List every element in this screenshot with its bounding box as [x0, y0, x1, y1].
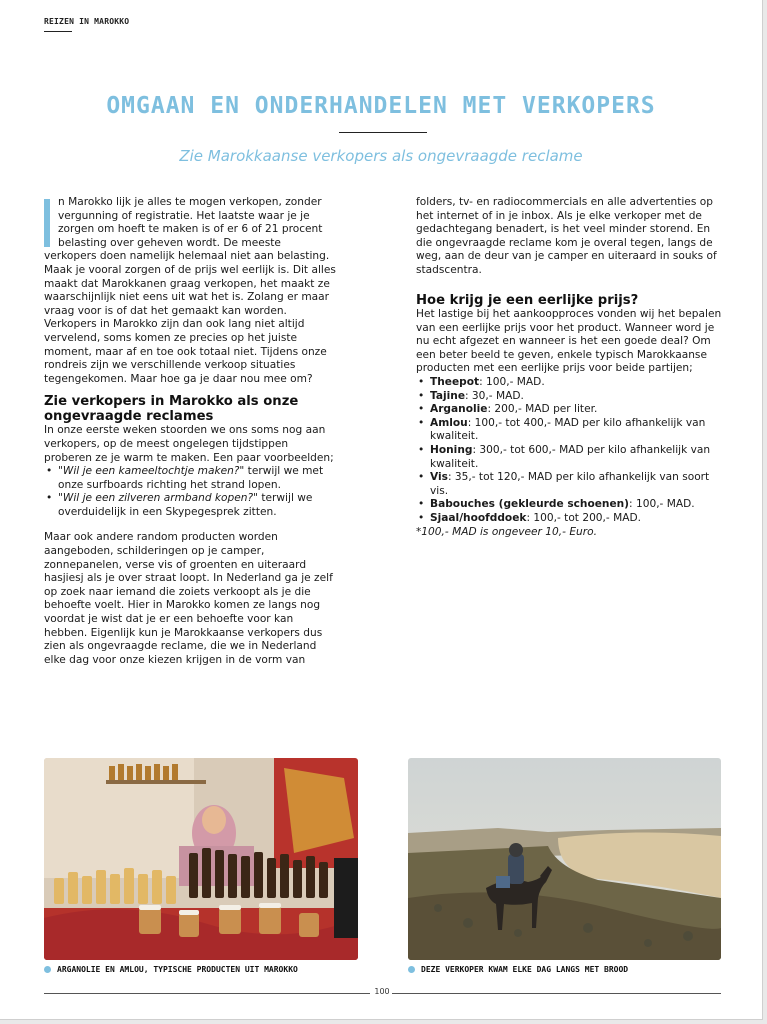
- photo-argan-stall: [44, 758, 358, 960]
- list-item: [416, 471, 722, 498]
- list-item: [44, 492, 336, 519]
- footer-rule-left: [44, 993, 370, 994]
- example-quote: "Wil je een kameeltochtje maken?": [58, 465, 245, 478]
- left-column: [44, 196, 336, 667]
- list-item: [416, 444, 722, 471]
- list-item: [416, 376, 722, 390]
- example-text: terwijl we met onze surfboards richting het strand lopen.: [58, 465, 324, 491]
- list-item: [416, 403, 722, 417]
- paragraph-advertising: folders, tv- en radiocommercials en alle advertenties op het internet of in je inbox. Als je elke verkoper met de gedachtegang benadert, is het veel minder storend. En die ongevraagde reclame kom je overal tegen, langs de weg, aan de deur van je camper en uiteraard in souks of stadscentra.: [416, 196, 717, 276]
- paragraph-examples-intro: In onze eerste weken stoorden we ons soms nog aan verkopers, op de meest ongelegen tijdstippen proberen ze je warm te maken. Een paar voorbeelden;: [44, 424, 334, 464]
- price-item: Tajine: [430, 389, 465, 402]
- footer-rule-right: [392, 993, 721, 994]
- price-value: : 35,- tot 120,- MAD per kilo afhankelijk van soort vis.: [430, 471, 710, 497]
- list-item: [416, 417, 722, 444]
- section-label: REIZEN IN MAROKKO: [44, 17, 130, 26]
- paragraph-random-products: Maar ook andere random producten worden aangeboden, schilderingen op je camper, zonnepanelen, verse vis of groenten en uiteraard hasjiesj als je over straat loopt. In Nederland ga je zelf op zoek naar iemand die zoiets verkoopt als je die behoefte voelt. Hier in Marokko komen ze langs nog voordat je wist dat je er een behoefte voor kan hebben. Eigenlijk kun je Marokkaanse verkopers dus zien als ongevraagde reclame, die we in Nederland elke dag voor onze kiezen krijgen in de vorm van: [44, 531, 333, 666]
- example-quote: "Wil je een zilveren armband kopen?": [58, 492, 258, 505]
- caption-text: ARGANOLIE EN AMLOU, TYPISCHE PRODUCTEN UIT MAROKKO: [57, 965, 298, 974]
- list-item: [416, 512, 722, 526]
- caption-left: [44, 965, 298, 974]
- section-heading-verkopers: Zie verkopers in Marokko als onze ongevraagde reclames: [44, 394, 299, 424]
- article-subtitle: Zie Marokkaanse verkopers als ongevraagde reclame: [179, 147, 583, 165]
- intro-paragraph: n Marokko lijk je alles te mogen verkopen, zonder vergunning of registratie. Het laatste waar je je zorgen om hoeft te maken is of er 6 of 21 procent belasting over geheven wordt. De meeste verkopers doen namelijk helemaal niet aan belasting. Maak je vooral zorgen of de prijs wel eerlijk is. Dit alles maakt dat Marokkanen graag verkopen, het maakt ze waarschijnlijk niet eens uit wat het is. Zolang er maar vraag voor is of dat het gemaakt kan worden. Verkopers in Marokko zijn dan ook lang niet altijd vervelend, soms komen ze precies op het juiste moment, maar af en toe ook totaal niet. Tijdens onze rondreis zijn we verschillende verkoop situaties tegengekomen. Maar hoe ga je daar nou mee om?: [44, 196, 336, 385]
- examples-list: [44, 465, 336, 519]
- caption-bullet-icon: [408, 966, 415, 973]
- price-item: Amlou: [430, 416, 468, 429]
- price-value: : 200,- MAD per liter.: [487, 403, 598, 416]
- price-list: [416, 376, 722, 526]
- title-divider: [339, 132, 427, 133]
- price-value: : 100,- tot 400,- MAD per kilo afhankelijk van kwaliteit.: [430, 416, 706, 443]
- list-item: [416, 498, 722, 512]
- section-label-underline: [44, 31, 72, 32]
- price-item: Arganolie: [430, 403, 488, 416]
- section-heading-fair-price: Hoe krijg je een eerlijke prijs?: [416, 292, 639, 308]
- right-column: [416, 196, 722, 539]
- price-value: : 100,- MAD.: [479, 376, 545, 389]
- price-value: : 30,- MAD.: [465, 389, 524, 402]
- price-value: : 100,- tot 200,- MAD.: [526, 511, 642, 524]
- page-number: 100: [374, 987, 390, 996]
- caption-bullet-icon: [44, 966, 51, 973]
- price-item: Vis: [430, 471, 448, 484]
- price-item: Honing: [430, 444, 473, 456]
- price-item: Sjaal/hoofddoek: [430, 511, 527, 524]
- list-item: [44, 465, 336, 492]
- caption-text: DEZE VERKOPER KWAM ELKE DAG LANGS MET BROOD: [421, 965, 629, 974]
- price-item: Theepot: [430, 376, 480, 389]
- price-value: : 100,- MAD.: [629, 498, 695, 511]
- price-value: : 300,- tot 600,- MAD per kilo afhankelijk van kwaliteit.: [430, 444, 711, 470]
- paragraph-fair-price: Het lastige bij het aankoopproces vonden wij het bepalen van een eerlijke prijs voor het product. Wanneer word je nu echt afgezet en wanneer is het een goede deal? Om een beter beeld te geven, enkele typisch Marokkaanse producten met een eerlijke prijs voor beide partijen;: [416, 308, 722, 375]
- list-item: [416, 390, 722, 404]
- caption-right: [408, 965, 628, 974]
- photo-bread-seller: [408, 758, 721, 960]
- dropcap-bar: [44, 199, 50, 247]
- article-title: OMGAAN EN ONDERHANDELEN MET VERKOPERS: [106, 93, 656, 119]
- example-text: terwijl we overduidelijk in een Skypegesprek zitten.: [58, 492, 313, 518]
- currency-note: *100,- MAD is ongeveer 10,- Euro.: [416, 525, 597, 538]
- price-item: Babouches (gekleurde schoenen): [430, 498, 630, 511]
